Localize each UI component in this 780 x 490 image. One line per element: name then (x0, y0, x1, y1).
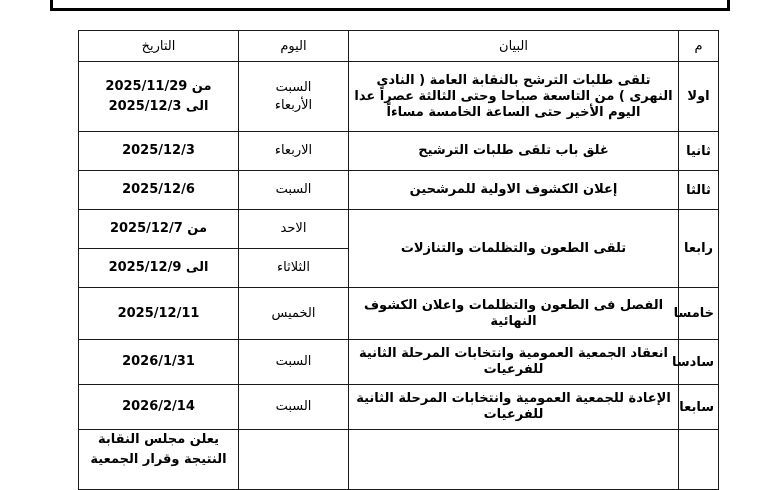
row-date: الى 2025/12/9 (79, 249, 239, 288)
row-index: ثالثا (679, 171, 719, 210)
row-date: 2026/1/31 (79, 340, 239, 385)
row-date: 2026/2/14 (79, 385, 239, 430)
table-header-row (79, 31, 719, 62)
table-row (79, 340, 719, 385)
row-day: الثلاثاء (239, 249, 349, 288)
date-line: النتيجة وقرار الجمعية (90, 452, 227, 467)
row-day (239, 62, 349, 132)
elections-schedule-table (78, 30, 719, 490)
header-day: اليوم (239, 31, 349, 62)
row-date: من 2025/12/7 (79, 210, 239, 249)
header-date: التاريخ (79, 31, 239, 62)
row-description: تلقى الطعون والتظلمات والتنازلات (349, 210, 679, 288)
date-line: الى 2025/12/3 (108, 98, 209, 114)
row-date: 2025/12/6 (79, 171, 239, 210)
page-frame (50, 0, 730, 11)
row-day: الاحد (239, 210, 349, 249)
table-row (79, 288, 719, 340)
row-index (679, 430, 719, 490)
row-date (79, 62, 239, 132)
row-description (349, 430, 679, 490)
table-row (79, 171, 719, 210)
date-line: يعلن مجلس النقابة (97, 432, 220, 447)
row-day (239, 430, 349, 490)
row-date: 2025/12/3 (79, 132, 239, 171)
row-description: غلق باب تلقى طلبات الترشيح (349, 132, 679, 171)
row-day: السبت (239, 340, 349, 385)
row-day: السبت (239, 385, 349, 430)
row-index: سادسا (679, 340, 719, 385)
row-description: إعلان الكشوف الاولية للمرشحين (349, 171, 679, 210)
day-line: الأربعاء (274, 97, 313, 113)
row-day: الاربعاء (239, 132, 349, 171)
row-date (79, 430, 239, 490)
row-day: السبت (239, 171, 349, 210)
header-index: م (679, 31, 719, 62)
row-description: انعقاد الجمعية العمومية وانتخابات المرحلة الثانية للفرعيات (349, 340, 679, 385)
row-description: الإعادة للجمعية العمومية وانتخابات المرحلة الثانية للفرعيات (349, 385, 679, 430)
table-row (79, 62, 719, 132)
row-description: الفصل فى الطعون والتظلمات واعلان الكشوف النهائية (349, 288, 679, 340)
table-row (79, 430, 719, 490)
header-description: البيان (349, 31, 679, 62)
row-index: ثانيا (679, 132, 719, 171)
row-day: الخميس (239, 288, 349, 340)
row-index: اولا (679, 62, 719, 132)
table-row (79, 210, 719, 249)
row-index: رابعا (679, 210, 719, 288)
row-index: سابعا (679, 385, 719, 430)
day-line: السبت (275, 79, 312, 95)
row-description: تلقى طلبات الترشح بالنقابة العامة ( النادى النهرى ) من التاسعة صباحا وحتى الثالثة عصراً عدا اليوم الأخير حتى الساعة الخامسة مساءاً (349, 62, 679, 132)
row-date: 2025/12/11 (79, 288, 239, 340)
table-row (79, 385, 719, 430)
row-index: خامسا (679, 288, 719, 340)
date-line: من 2025/11/29 (105, 78, 212, 94)
table-row (79, 132, 719, 171)
